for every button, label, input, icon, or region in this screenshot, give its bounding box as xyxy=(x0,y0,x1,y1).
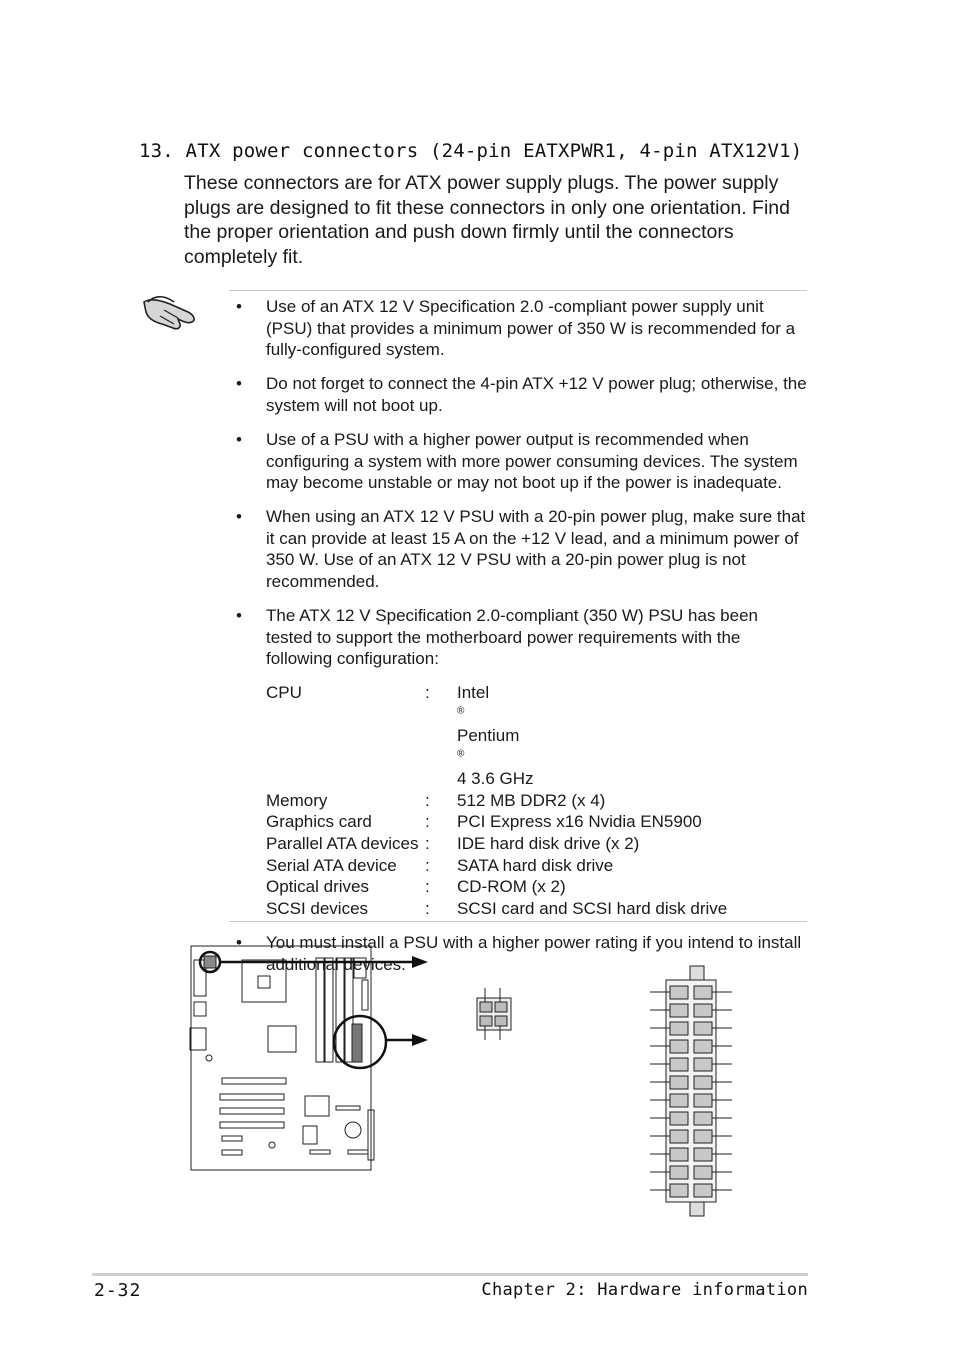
config-label: SCSI devices xyxy=(266,898,369,918)
section-heading: 13. ATX power connectors (24-pin EATXPWR1, 4-pin ATX12V1) xyxy=(139,140,803,162)
config-colon: : xyxy=(425,790,430,810)
bullet-text: The ATX 12 V Specification 2.0-compliant (350 W) PSU has been tested to support the motherboard power requirements with the following configuration: xyxy=(266,606,758,669)
bullet-text: Do not forget to connect the 4-pin ATX +12 V power plug; otherwise, the system will not boot up. xyxy=(266,374,807,415)
bullet-text: When using an ATX 12 V PSU with a 20-pin power plug, make sure that it can provide at least 15 A on the +12 V lead, and a minimum power of 350 W. Use of an ATX 12 V PSU with a 20-pin power plug is not recommended. xyxy=(266,507,806,592)
config-colon: : xyxy=(425,898,430,918)
intro-paragraph: These connectors are for ATX power supply plugs. The power supply plugs are designed to fit these connectors in only one orientation. Find the proper orientation and push down firmly until the connectors completely fit. xyxy=(184,172,790,268)
footer-divider xyxy=(92,1273,808,1276)
config-label: Memory xyxy=(266,790,328,810)
bullet-item xyxy=(229,296,807,361)
bullet-item xyxy=(229,506,807,592)
config-colon: : xyxy=(425,834,430,854)
config-value: PCI Express x16 Nvidia EN5900 xyxy=(457,812,702,832)
config-colon: : xyxy=(425,855,430,875)
bullet-dot: • xyxy=(236,606,242,626)
config-label: Optical drives xyxy=(266,877,369,897)
bullet-item xyxy=(229,373,807,416)
bullet-dot: • xyxy=(236,429,242,449)
power-connector-diagram xyxy=(180,940,740,1230)
bullet-dot: • xyxy=(236,297,242,316)
atx12v-4pin-connector xyxy=(477,988,511,1040)
bullet-text: You must install a PSU with a higher power rating if you intend to install additional devices. xyxy=(266,932,802,974)
eatxpwr-24pin-connector xyxy=(650,966,732,1216)
bullet-dot: • xyxy=(236,374,242,394)
bullet-text: Use of an ATX 12 V Specification 2.0 -compliant power supply unit (PSU) that provides a minimum power of 350 W is recommended for a fully-configured system. xyxy=(266,297,796,360)
chapter-title: Chapter 2: Hardware information xyxy=(481,1280,808,1300)
config-label: Graphics card xyxy=(266,812,372,832)
config-value: CD-ROM (x 2) xyxy=(457,877,566,897)
config-value: SATA hard disk drive xyxy=(457,855,614,875)
config-colon: : xyxy=(425,682,430,702)
page-number: 2-32 xyxy=(94,1280,142,1301)
config-value-cpu: Intel ® Pentium ® 4 3.6 GHz xyxy=(457,682,534,789)
arrow-head-icon xyxy=(412,956,428,968)
atx12v-location-marker xyxy=(204,956,216,968)
bullet-text: Use of a PSU with a higher power output is recommended when configuring a system with more power consuming devices. The system may become unstable or may not boot up if the power is inadequate. xyxy=(266,429,798,493)
config-label-cpu: CPU xyxy=(266,682,302,702)
test-configuration-table xyxy=(266,682,807,920)
config-colon: : xyxy=(425,812,430,832)
eatxpwr-location-marker xyxy=(352,1024,362,1062)
note-bullet-list xyxy=(229,296,807,988)
motherboard-layout xyxy=(190,946,374,1170)
config-value: SCSI card and SCSI hard disk drive xyxy=(457,898,728,918)
arrow-head-icon xyxy=(412,1034,428,1046)
bullet-dot: • xyxy=(236,932,242,952)
bullet-dot: • xyxy=(236,507,242,527)
bullet-item xyxy=(229,429,807,494)
config-label: Parallel ATA devices xyxy=(266,834,419,854)
hand-pointing-icon xyxy=(140,288,200,334)
config-colon: : xyxy=(425,877,430,897)
config-value: IDE hard disk drive (x 2) xyxy=(457,834,640,854)
bullet-item xyxy=(229,605,807,919)
config-value: 512 MB DDR2 (x 4) xyxy=(457,790,606,810)
config-label: Serial ATA device xyxy=(266,855,397,875)
